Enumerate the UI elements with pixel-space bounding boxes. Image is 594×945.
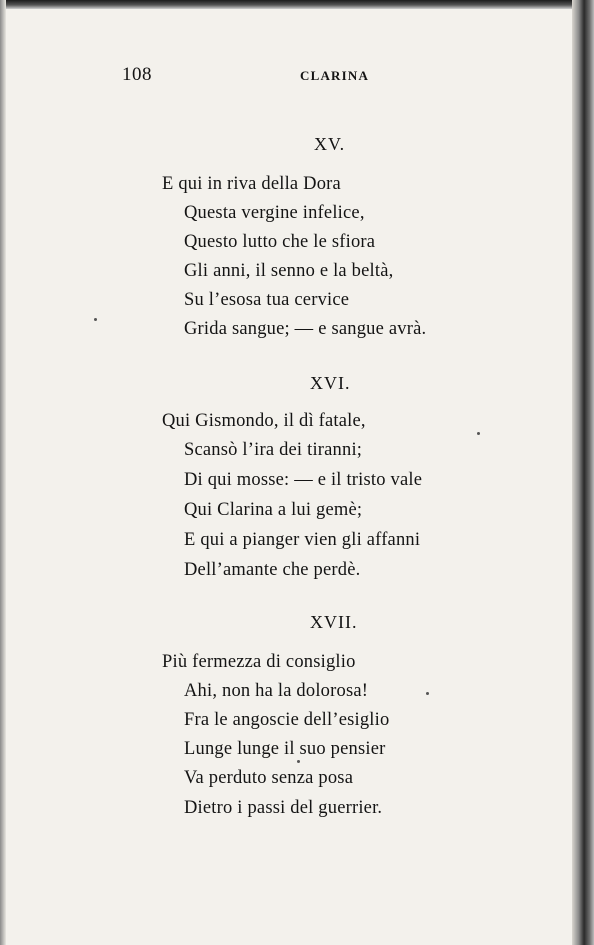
verse-line: Più fermezza di consiglio (162, 652, 356, 672)
verse-line: Scansò l’ira dei tiranni; (184, 440, 363, 460)
paper-speck (477, 432, 480, 435)
running-title: CLARINA (300, 68, 370, 83)
verse-line: E qui a pianger vien gli affanni (184, 530, 421, 550)
verse-line: Fra le angoscie dell’esiglio (184, 710, 390, 730)
verse-line: Grida sangue; — e sangue avrà. (184, 319, 427, 339)
page-number: 108 (122, 64, 152, 85)
stanza-number-xvi: XVI. (310, 373, 351, 393)
verse-line: Su l’esosa tua cervice (184, 290, 350, 310)
verse-line: Va perduto senza posa (184, 768, 354, 788)
book-spine-shadow (572, 0, 594, 945)
scan-left-edge (0, 0, 6, 945)
paper-speck (297, 760, 300, 763)
verse-line: Qui Gismondo, il dì fatale, (162, 411, 366, 431)
stanza-number-xv: XV. (314, 134, 346, 154)
verse-line: Questo lutto che le sfiora (184, 232, 376, 252)
verse-line: Ahi, non ha la dolorosa! (184, 681, 369, 701)
paper-speck (426, 692, 429, 695)
verse-line: Dell’amante che perdè. (184, 560, 361, 580)
verse-line: Gli anni, il senno e la beltà, (184, 261, 394, 281)
scan-top-edge (0, 0, 594, 9)
paper-speck (94, 318, 97, 321)
verse-line: Questa vergine infelice, (184, 203, 365, 223)
verse-line: Dietro i passi del guerrier. (184, 798, 383, 818)
running-head (122, 64, 372, 88)
verse-line: Lunge lunge il suo pensier (184, 739, 386, 759)
stanza-number-xvii: XVII. (310, 612, 358, 632)
verse-line: Qui Clarina a lui gemè; (184, 500, 363, 520)
verse-line: Di qui mosse: — e il tristo vale (184, 470, 423, 490)
verse-line: E qui in riva della Dora (162, 174, 341, 194)
